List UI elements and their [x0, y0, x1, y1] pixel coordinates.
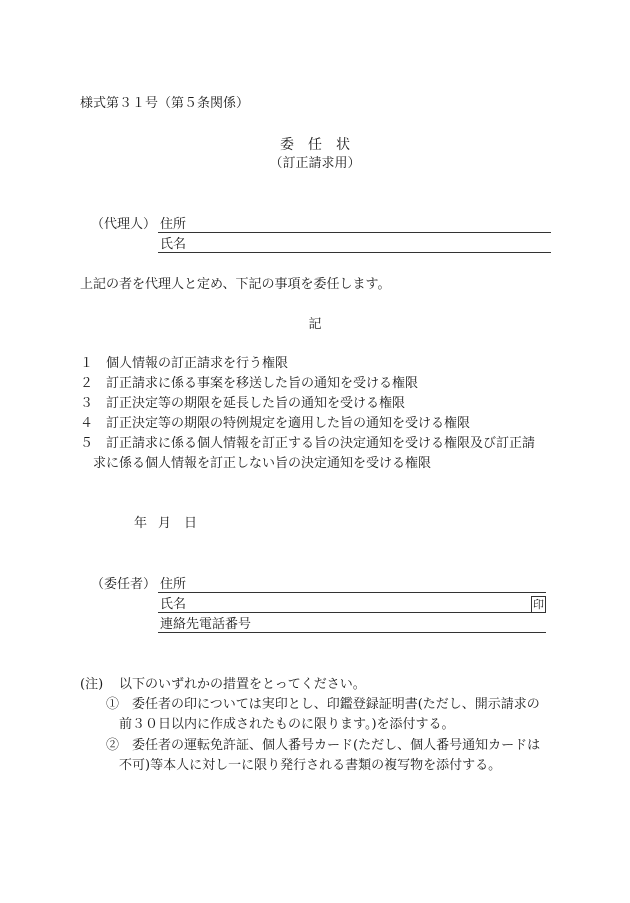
principal-name-label: 氏名 — [160, 597, 187, 612]
list-item: ３ 訂正決定等の期限を延長した旨の通知を受ける権限 — [80, 396, 406, 411]
principal-role-label: （委任者） — [91, 577, 157, 592]
principal-address-line — [158, 592, 546, 593]
principal-address-label: 住所 — [160, 577, 187, 592]
agent-address-label: 住所 — [160, 217, 187, 232]
list-item: １ 個人情報の訂正請求を行う権限 — [80, 356, 289, 371]
notes-label: (注) — [80, 677, 104, 692]
ki-label: 記 — [308, 317, 322, 332]
note-item: ① 委任者の印については実印とし、印鑑登録証明書(ただし、開示請求の — [106, 697, 540, 712]
delegation-statement: 上記の者を代理人と定め、下記の事項を委任します。 — [80, 277, 391, 292]
agent-name-line — [158, 252, 551, 253]
seal-box: 印 — [533, 598, 544, 611]
list-item-continuation: 求に係る個人情報を訂正しない旨の決定通知を受ける権限 — [93, 456, 432, 471]
document-subtitle: （訂正請求用） — [269, 156, 361, 171]
document-title: 委 任 状 — [280, 137, 350, 153]
date-day: 日 — [184, 516, 198, 531]
date-year: 年 — [134, 516, 148, 531]
note-item-continuation: 前３０日以内に作成されたものに限ります。)を添付する。 — [119, 717, 455, 732]
list-item: ５ 訂正請求に係る個人情報を訂正する旨の決定通知を受ける権限及び訂正請 — [80, 436, 536, 451]
note-item-continuation: 不可)等本人に対し一に限り発行される書類の複写物を添付する。 — [119, 758, 502, 773]
form-number: 様式第３１号（第５条関係） — [80, 96, 250, 111]
principal-phone-label: 連絡先電話番号 — [160, 617, 252, 632]
date-month: 月 — [158, 516, 172, 531]
principal-name-line — [158, 612, 532, 613]
notes-intro: 以下のいずれかの措置をとってください。 — [119, 677, 366, 692]
agent-role-label: （代理人） — [91, 217, 157, 232]
agent-address-line — [158, 232, 551, 233]
principal-phone-line — [158, 632, 546, 633]
list-item: ２ 訂正請求に係る事案を移送した旨の通知を受ける権限 — [80, 376, 419, 391]
agent-name-label: 氏名 — [160, 237, 187, 252]
list-item: ４ 訂正決定等の期限の特例規定を適用した旨の通知を受ける権限 — [80, 416, 471, 431]
note-item: ② 委任者の運転免許証、個人番号カード(ただし、個人番号通知カードは — [106, 738, 541, 753]
